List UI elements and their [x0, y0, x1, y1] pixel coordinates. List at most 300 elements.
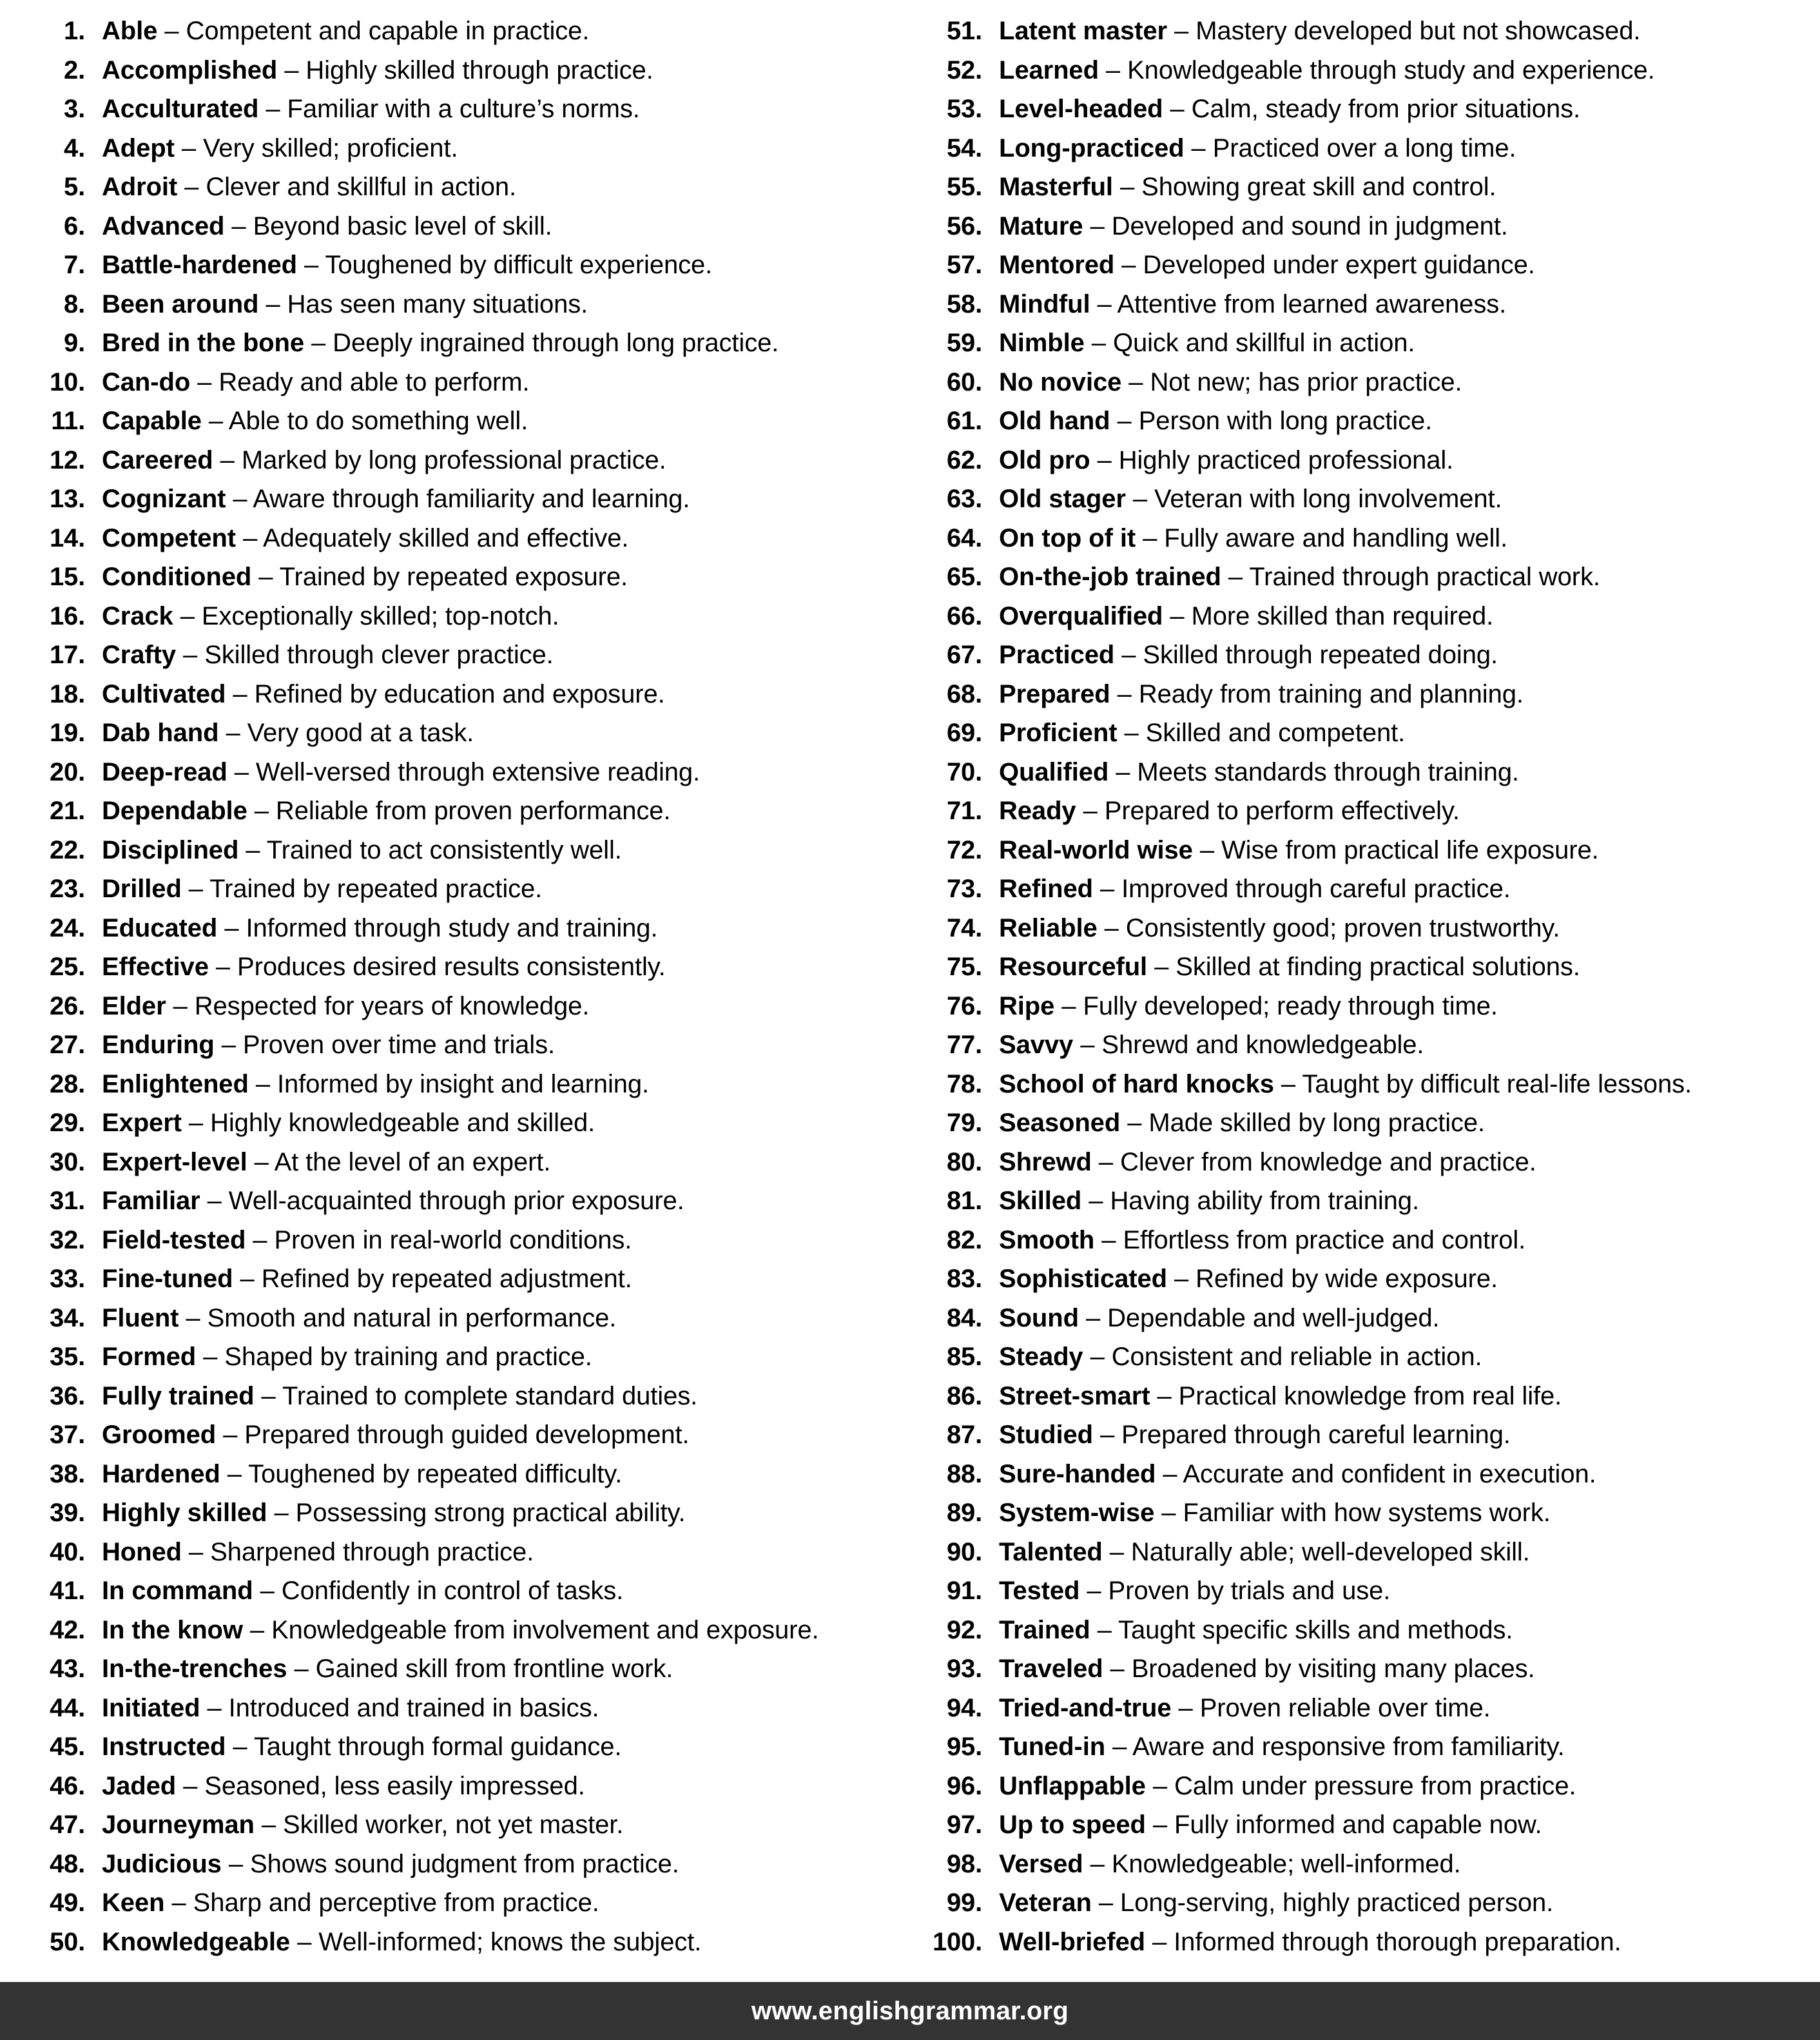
list-item-definition: Calm under pressure from practice.: [1174, 1771, 1576, 1800]
list-item-body: [982, 402, 1432, 441]
list-item-separator: –: [1178, 1693, 1193, 1722]
list-item-number: 41.: [49, 1577, 85, 1605]
list-item-term: Reliable: [999, 913, 1098, 942]
list-item-separator: –: [1097, 445, 1112, 474]
list-item-separator: –: [254, 797, 269, 825]
list-item: [919, 324, 1816, 363]
list-item-separator: –: [1097, 1615, 1112, 1644]
list-item-body: [85, 558, 628, 597]
list-item-separator: –: [240, 1265, 255, 1293]
list-item-body: [85, 636, 554, 675]
list-item-number: 69.: [946, 719, 982, 747]
list-item-definition: Prepared through careful learning.: [1121, 1421, 1511, 1449]
list-item-body: [982, 1533, 1530, 1572]
list-item-definition: Shrewd and knowledgeable.: [1101, 1031, 1424, 1059]
list-item-term: Tried-and-true: [999, 1693, 1172, 1722]
list-item-definition: Clever and skillful in action.: [206, 173, 517, 201]
list-item-body: [85, 1337, 592, 1377]
list-item-body: [982, 1611, 1513, 1650]
list-item: [919, 1493, 1816, 1533]
list-item-definition: Long-serving, highly practiced person.: [1120, 1889, 1554, 1917]
list-item-number: 74.: [946, 913, 982, 942]
list-item-term: Dab hand: [102, 719, 219, 747]
list-item-separator: –: [1163, 1459, 1177, 1488]
list-item-number: 11.: [51, 407, 85, 435]
list-item-body: [982, 1337, 1482, 1377]
list-item: [22, 90, 906, 129]
list-item-separator: –: [1098, 1147, 1114, 1176]
list-item-body: [85, 869, 542, 909]
list-item-term: Educated: [102, 913, 218, 942]
list-item-definition: Ready and able to perform.: [218, 367, 530, 396]
list-item-number: 84.: [946, 1303, 982, 1332]
list-item-definition: Informed through thorough preparation.: [1174, 1927, 1622, 1956]
list-item: [919, 12, 1816, 51]
list-item-number: 79.: [946, 1109, 982, 1137]
list-item-body: [85, 1025, 555, 1065]
list-item-definition: Gained skill from frontline work.: [315, 1655, 673, 1683]
list-item-term: Seasoned: [999, 1109, 1121, 1137]
list-item-term: Can-do: [102, 367, 191, 396]
list-item-term: Learned: [999, 55, 1099, 84]
list-item-body: [85, 831, 622, 870]
list-item-definition: Sharp and perceptive from practice.: [193, 1889, 599, 1917]
list-item-number: 100.: [932, 1927, 982, 1956]
list-item-separator: –: [1098, 1889, 1114, 1917]
list-item-term: Old hand: [999, 407, 1110, 435]
list-item-separator: –: [1161, 1499, 1176, 1527]
list-item-number: 9.: [64, 329, 85, 357]
list-item-separator: –: [227, 1459, 242, 1488]
list-item-definition: Person with long practice.: [1138, 407, 1433, 435]
list-item-definition: Skilled at finding practical solutions.: [1176, 953, 1580, 981]
footer-website-url[interactable]: www.englishgrammar.org: [751, 1996, 1069, 2025]
list-item-number: 8.: [64, 289, 85, 318]
list-item: [919, 1883, 1816, 1923]
list-item-separator: –: [233, 485, 247, 513]
list-item-number: 63.: [946, 485, 982, 513]
list-item-definition: Veteran with long involvement.: [1154, 485, 1502, 513]
list-item-definition: Sharpened through practice.: [210, 1537, 534, 1566]
list-item-number: 31.: [49, 1187, 85, 1215]
list-item: [22, 1493, 906, 1533]
list-item: [919, 1455, 1816, 1494]
list-item: [22, 324, 906, 363]
list-item: [22, 1377, 906, 1416]
list-item-term: In the know: [102, 1615, 243, 1644]
list-item-body: [982, 246, 1535, 285]
list-item: [22, 285, 906, 324]
list-item-body: [85, 51, 653, 90]
list-item: [22, 558, 906, 597]
list-item-number: 45.: [49, 1733, 85, 1761]
list-item-term: Adept: [102, 133, 175, 162]
list-item-number: 32.: [49, 1225, 85, 1254]
list-item-definition: Well-acquainted through prior exposure.: [228, 1187, 684, 1215]
list-item: [22, 675, 906, 714]
list-item-term: Groomed: [102, 1421, 217, 1449]
list-item-term: In command: [102, 1577, 253, 1605]
list-item-definition: Familiar with how systems work.: [1183, 1499, 1551, 1527]
list-item-definition: Highly skilled through practice.: [305, 55, 653, 84]
list-item: [919, 831, 1816, 870]
list-item-term: Initiated: [102, 1693, 200, 1722]
list-item-term: Cultivated: [102, 679, 226, 708]
list-item-term: Fine-tuned: [102, 1265, 233, 1293]
list-item-definition: Informed through study and training.: [246, 913, 658, 942]
list-item: [22, 1415, 906, 1455]
list-item-separator: –: [181, 133, 196, 162]
list-item: [919, 1415, 1816, 1455]
list-item-definition: Having ability from training.: [1110, 1187, 1419, 1215]
list-item-definition: Wise from practical life exposure.: [1221, 835, 1599, 864]
list-item-term: School of hard knocks: [999, 1069, 1274, 1098]
list-item-definition: Confidently in control of tasks.: [281, 1577, 624, 1605]
list-item-separator: –: [260, 1577, 275, 1605]
list-item-term: Knowledgeable: [102, 1927, 291, 1956]
list-item-term: On top of it: [999, 523, 1136, 552]
list-item-separator: –: [261, 1381, 276, 1410]
list-item-term: System-wise: [999, 1499, 1155, 1527]
list-item-number: 43.: [49, 1655, 85, 1683]
list-item-term: Competent: [102, 523, 236, 552]
list-item: [22, 246, 906, 285]
list-item-number: 67.: [946, 641, 982, 669]
list-item: [919, 753, 1816, 792]
list-item-term: Bred in the bone: [102, 329, 304, 357]
list-item-separator: –: [1101, 1225, 1116, 1254]
list-item-separator: –: [311, 329, 326, 357]
list-item: [22, 1571, 906, 1611]
list-item-body: [85, 1649, 673, 1689]
list-item-term: In-the-trenches: [102, 1655, 287, 1683]
list-item-term: Expert-level: [102, 1147, 247, 1176]
list-item-separator: –: [186, 1303, 200, 1332]
list-item-term: Highly skilled: [102, 1499, 267, 1527]
list-item: [919, 51, 1816, 90]
list-item-body: [982, 207, 1508, 246]
list-item-body: [85, 1143, 550, 1182]
list-item-separator: –: [1152, 1811, 1167, 1839]
list-item-body: [982, 831, 1599, 870]
list-item-separator: –: [234, 757, 249, 786]
list-item-term: Enlightened: [102, 1069, 249, 1098]
list-item: [22, 1805, 906, 1845]
list-item-definition: Shaped by training and practice.: [224, 1343, 592, 1371]
list-item-definition: Taught specific skills and methods.: [1118, 1615, 1513, 1644]
list-item-separator: –: [1191, 133, 1206, 162]
list-item-separator: –: [1100, 875, 1115, 903]
list-item-separator: –: [1281, 1069, 1296, 1098]
list-item-term: Judicious: [102, 1849, 222, 1878]
list-item-definition: Developed under expert guidance.: [1143, 251, 1535, 279]
list-item-term: Resourceful: [999, 953, 1148, 981]
list-item-term: Talented: [999, 1537, 1103, 1566]
list-item-term: Proficient: [999, 719, 1118, 747]
list-item-term: Enduring: [102, 1031, 215, 1059]
list-item-number: 98.: [946, 1849, 982, 1878]
list-item: [22, 792, 906, 831]
list-item-definition: Taught through formal guidance.: [253, 1733, 622, 1761]
list-item: [919, 519, 1816, 558]
list-item-body: [982, 1923, 1622, 1962]
list-item-term: Been around: [102, 289, 259, 318]
list-item-term: Refined: [999, 875, 1093, 903]
list-item-number: 35.: [49, 1343, 85, 1371]
list-item-separator: –: [1099, 1421, 1115, 1449]
list-item-body: [85, 1493, 685, 1533]
list-item: [919, 1299, 1816, 1338]
list-item-number: 22.: [49, 835, 85, 864]
list-item: [919, 363, 1816, 402]
list-item-number: 19.: [49, 719, 85, 747]
list-item-term: Masterful: [999, 173, 1113, 201]
list-item-body: [85, 480, 690, 519]
list-item: [22, 909, 906, 948]
list-item-separator: –: [1061, 991, 1076, 1020]
list-item-number: 82.: [946, 1225, 982, 1254]
list-item: [22, 1181, 906, 1221]
list-item-body: [85, 714, 474, 753]
list-item-body: [982, 1259, 1498, 1299]
list-item: [22, 1845, 906, 1884]
list-item-separator: –: [1116, 757, 1130, 786]
list-item-term: On-the-job trained: [999, 563, 1221, 591]
list-item: [919, 1727, 1816, 1767]
list-item-body: [85, 1455, 622, 1494]
list-item: [22, 1221, 906, 1260]
list-item-number: 33.: [49, 1265, 85, 1293]
list-item-number: 70.: [946, 757, 982, 786]
list-item-body: [982, 869, 1511, 909]
list-item-definition: Possessing strong practical ability.: [295, 1499, 686, 1527]
list-item-term: Mentored: [999, 251, 1115, 279]
list-item: [22, 1923, 906, 1962]
list-item-separator: –: [1121, 251, 1136, 279]
list-item-body: [85, 90, 640, 129]
list-item: [22, 1767, 906, 1806]
list-item-definition: Calm, steady from prior situations.: [1191, 95, 1581, 123]
list-item-separator: –: [266, 95, 280, 123]
list-item-number: 56.: [946, 211, 982, 240]
list-item-definition: Very skilled; proficient.: [203, 133, 458, 162]
list-item-term: Level-headed: [999, 95, 1163, 123]
list-item-separator: –: [197, 367, 212, 396]
list-item-number: 75.: [946, 953, 982, 981]
list-item-definition: Trained by repeated practice.: [209, 875, 543, 903]
list-item-body: [85, 675, 665, 714]
list-item-body: [982, 1727, 1565, 1767]
list-item-separator: –: [1091, 329, 1106, 357]
list-item: [919, 207, 1816, 246]
list-item: [22, 129, 906, 168]
list-item-separator: –: [233, 679, 247, 708]
list-item-definition: Reliable from proven performance.: [275, 797, 671, 825]
list-item-body: [982, 714, 1405, 753]
list-item-separator: –: [1124, 719, 1139, 747]
list-item: [919, 1845, 1816, 1884]
list-item-number: 36.: [49, 1381, 85, 1410]
list-item-definition: Taught by difficult real-life lessons.: [1302, 1069, 1692, 1098]
list-item-body: [85, 1689, 599, 1728]
list-item-definition: Toughened by difficult experience.: [325, 251, 713, 279]
list-item-term: Capable: [102, 407, 202, 435]
list-item-term: Sophisticated: [999, 1265, 1167, 1293]
list-item-number: 14.: [49, 523, 85, 552]
list-item: [22, 1259, 906, 1299]
list-item-definition: Ready from training and planning.: [1138, 679, 1524, 708]
list-item-term: Jaded: [102, 1771, 177, 1800]
list-item: [22, 1143, 906, 1182]
list-item-separator: –: [1105, 55, 1121, 84]
list-item-number: 55.: [946, 173, 982, 201]
list-item-number: 83.: [946, 1265, 982, 1293]
list-item-body: [982, 129, 1516, 168]
list-item-body: [85, 753, 700, 792]
list-item-term: Mature: [999, 211, 1083, 240]
list-item-body: [982, 519, 1507, 558]
list-item-body: [85, 909, 657, 948]
list-item-body: [982, 285, 1506, 324]
list-item-definition: Seasoned, less easily impressed.: [204, 1771, 585, 1800]
list-item-definition: Meets standards through training.: [1137, 757, 1520, 786]
list-item-separator: –: [1228, 563, 1243, 591]
list-item: [22, 947, 906, 987]
list-item-body: [85, 246, 712, 285]
list-item-separator: –: [1199, 835, 1214, 864]
list-item-definition: Knowledgeable from involvement and exposure.: [271, 1615, 819, 1644]
list-item: [22, 12, 906, 51]
list-item-number: 58.: [946, 289, 982, 318]
list-item-number: 80.: [946, 1147, 982, 1176]
list-item-number: 71.: [946, 797, 982, 825]
list-item-body: [982, 753, 1519, 792]
list-item-term: Well-briefed: [999, 1927, 1145, 1956]
list-item-definition: Informed by insight and learning.: [276, 1069, 650, 1098]
list-item-definition: Proven by trials and use.: [1108, 1577, 1391, 1605]
list-item: [919, 558, 1816, 597]
list-item: [22, 869, 906, 909]
list-item-body: [982, 909, 1560, 948]
right-column: [910, 12, 1820, 1961]
list-item: [919, 1259, 1816, 1299]
list-item-definition: Marked by long professional practice.: [241, 445, 666, 474]
list-item-separator: –: [188, 1109, 204, 1137]
list-item-definition: Well-versed through extensive reading.: [255, 757, 701, 786]
list-item-separator: –: [261, 1811, 276, 1839]
list-item-separator: –: [203, 1343, 218, 1371]
list-item-body: [982, 90, 1580, 129]
list-item-separator: –: [1117, 679, 1132, 708]
list-item-definition: Skilled through repeated doing.: [1143, 641, 1498, 669]
list-item-body: [85, 1299, 616, 1338]
list-item-body: [982, 597, 1493, 636]
list-item-separator: –: [220, 445, 235, 474]
list-item-body: [982, 1571, 1390, 1611]
list-item-separator: –: [1174, 17, 1189, 45]
list-item-term: Sound: [999, 1303, 1079, 1332]
list-item: [919, 441, 1816, 480]
list-item-separator: –: [274, 1499, 289, 1527]
list-item-number: 30.: [49, 1147, 85, 1176]
list-item-number: 89.: [946, 1499, 982, 1527]
list-item-separator: –: [249, 1615, 265, 1644]
list-item-number: 72.: [946, 835, 982, 864]
list-item-body: [982, 1025, 1424, 1065]
list-item-body: [85, 519, 628, 558]
list-item-number: 2.: [64, 55, 85, 84]
list-item-body: [982, 1415, 1511, 1455]
list-item-number: 66.: [946, 601, 982, 630]
list-item-separator: –: [255, 1069, 270, 1098]
list-item-term: Nimble: [999, 329, 1085, 357]
list-item: [919, 1767, 1816, 1806]
list-item-number: 49.: [49, 1889, 85, 1917]
list-item-separator: –: [228, 1849, 243, 1878]
list-item-definition: Trained by repeated exposure.: [279, 563, 628, 591]
list-item: [919, 869, 1816, 909]
list-item-body: [85, 207, 552, 246]
list-item-definition: Familiar with a culture’s norms.: [287, 95, 640, 123]
list-item-term: Shrewd: [999, 1147, 1092, 1176]
list-item: [919, 1689, 1816, 1728]
list-item: [919, 402, 1816, 441]
list-item-term: Up to speed: [999, 1811, 1146, 1839]
list-item-definition: Accurate and confident in execution.: [1183, 1459, 1596, 1488]
list-item-term: Expert: [102, 1109, 182, 1137]
list-item-term: Ready: [999, 797, 1076, 825]
list-item-separator: –: [180, 601, 195, 630]
list-item-definition: Showing great skill and control.: [1141, 173, 1496, 201]
list-item-separator: –: [254, 1147, 269, 1176]
list-item-separator: –: [1080, 1031, 1095, 1059]
list-item-term: Hardened: [102, 1459, 220, 1488]
list-item-number: 52.: [946, 55, 982, 84]
list-item-term: Savvy: [999, 1031, 1074, 1059]
list-item-separator: –: [183, 641, 198, 669]
list-item-separator: –: [223, 1421, 238, 1449]
list-item-number: 64.: [946, 523, 982, 552]
list-item-separator: –: [1110, 1655, 1125, 1683]
list-item-term: Street-smart: [999, 1381, 1150, 1410]
list-item-term: Trained: [999, 1615, 1090, 1644]
list-item-term: Dependable: [102, 797, 247, 825]
list-item-number: 50.: [49, 1927, 85, 1956]
list-item-body: [85, 1611, 819, 1650]
list-item-definition: Highly knowledgeable and skilled.: [210, 1109, 595, 1137]
list-item-separator: –: [231, 211, 246, 240]
list-item-term: Battle-hardened: [102, 251, 297, 279]
list-item-term: Crafty: [102, 641, 176, 669]
list-item-number: 99.: [946, 1889, 982, 1917]
list-item-body: [85, 1845, 679, 1884]
list-item-term: Tested: [999, 1577, 1080, 1605]
list-item-body: [85, 1103, 595, 1143]
list-item-body: [85, 947, 666, 987]
list-item-separator: –: [1119, 173, 1135, 201]
list-item-number: 4.: [64, 133, 85, 162]
list-item-body: [982, 51, 1655, 90]
list-item: [919, 636, 1816, 675]
list-item-definition: Very good at a task.: [247, 719, 474, 747]
list-item-definition: Quick and skillful in action.: [1112, 329, 1415, 357]
list-item-number: 21.: [49, 797, 85, 825]
list-item-number: 85.: [946, 1343, 982, 1371]
list-item-separator: –: [226, 719, 240, 747]
list-item-body: [982, 1065, 1692, 1104]
list-item-separator: –: [1127, 1109, 1142, 1137]
list-item-body: [85, 168, 516, 207]
